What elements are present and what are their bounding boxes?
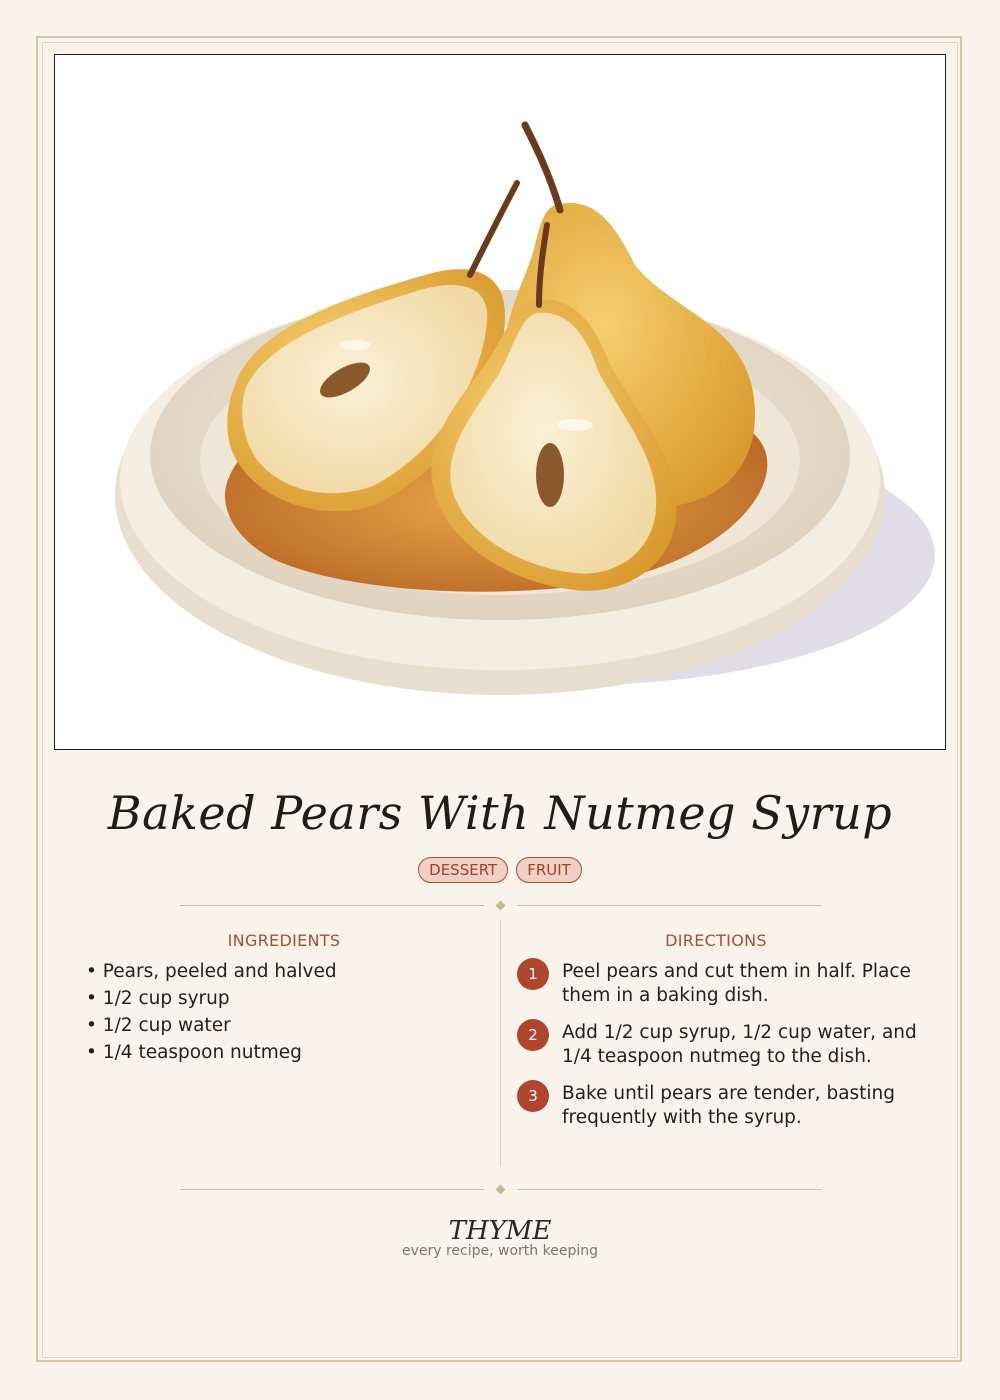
divider-right-top xyxy=(517,905,821,906)
tag-fruit[interactable]: FRUIT xyxy=(516,857,582,883)
recipe-photo xyxy=(54,54,946,750)
ingredients-heading: INGREDIENTS xyxy=(227,931,341,950)
step-text: Peel pears and cut them in half. Place them in a baking dish. xyxy=(562,961,911,1006)
direction-step xyxy=(517,958,917,1008)
direction-step xyxy=(517,1080,917,1130)
directions-list xyxy=(517,958,917,1141)
divider-right-bottom xyxy=(517,1189,821,1190)
ingredient-item: • 1/2 cup syrup xyxy=(86,988,230,1009)
ingredients-list xyxy=(86,958,337,1066)
divider-left-bottom xyxy=(180,1189,484,1190)
step-number-badge: 2 xyxy=(517,1019,549,1051)
direction-step xyxy=(517,1019,917,1069)
ingredient-item: • 1/4 teaspoon nutmeg xyxy=(86,1042,302,1063)
brand-tagline: every recipe, worth keeping xyxy=(401,1243,598,1259)
step-text: Add 1/2 cup syrup, 1/2 cup water, and 1/4 teaspoon nutmeg to the dish. xyxy=(562,1022,917,1067)
ingredient-item: • Pears, peeled and halved xyxy=(86,961,337,982)
tag-dessert[interactable]: DESSERT xyxy=(418,857,508,883)
step-number-badge: 3 xyxy=(517,1080,549,1112)
divider-left-top xyxy=(180,905,484,906)
ingredient-item: • 1/2 cup water xyxy=(86,1015,231,1036)
tag-list xyxy=(0,857,1000,883)
step-number-badge: 1 xyxy=(517,958,549,990)
brand-logo-text[interactable]: THYME xyxy=(448,1216,552,1246)
recipe-title: Baked Pears With Nutmeg Syrup xyxy=(107,786,893,840)
directions-heading: DIRECTIONS xyxy=(665,931,767,950)
step-text: Bake until pears are tender, basting frequently with the syrup. xyxy=(562,1083,896,1128)
column-divider xyxy=(500,920,501,1166)
